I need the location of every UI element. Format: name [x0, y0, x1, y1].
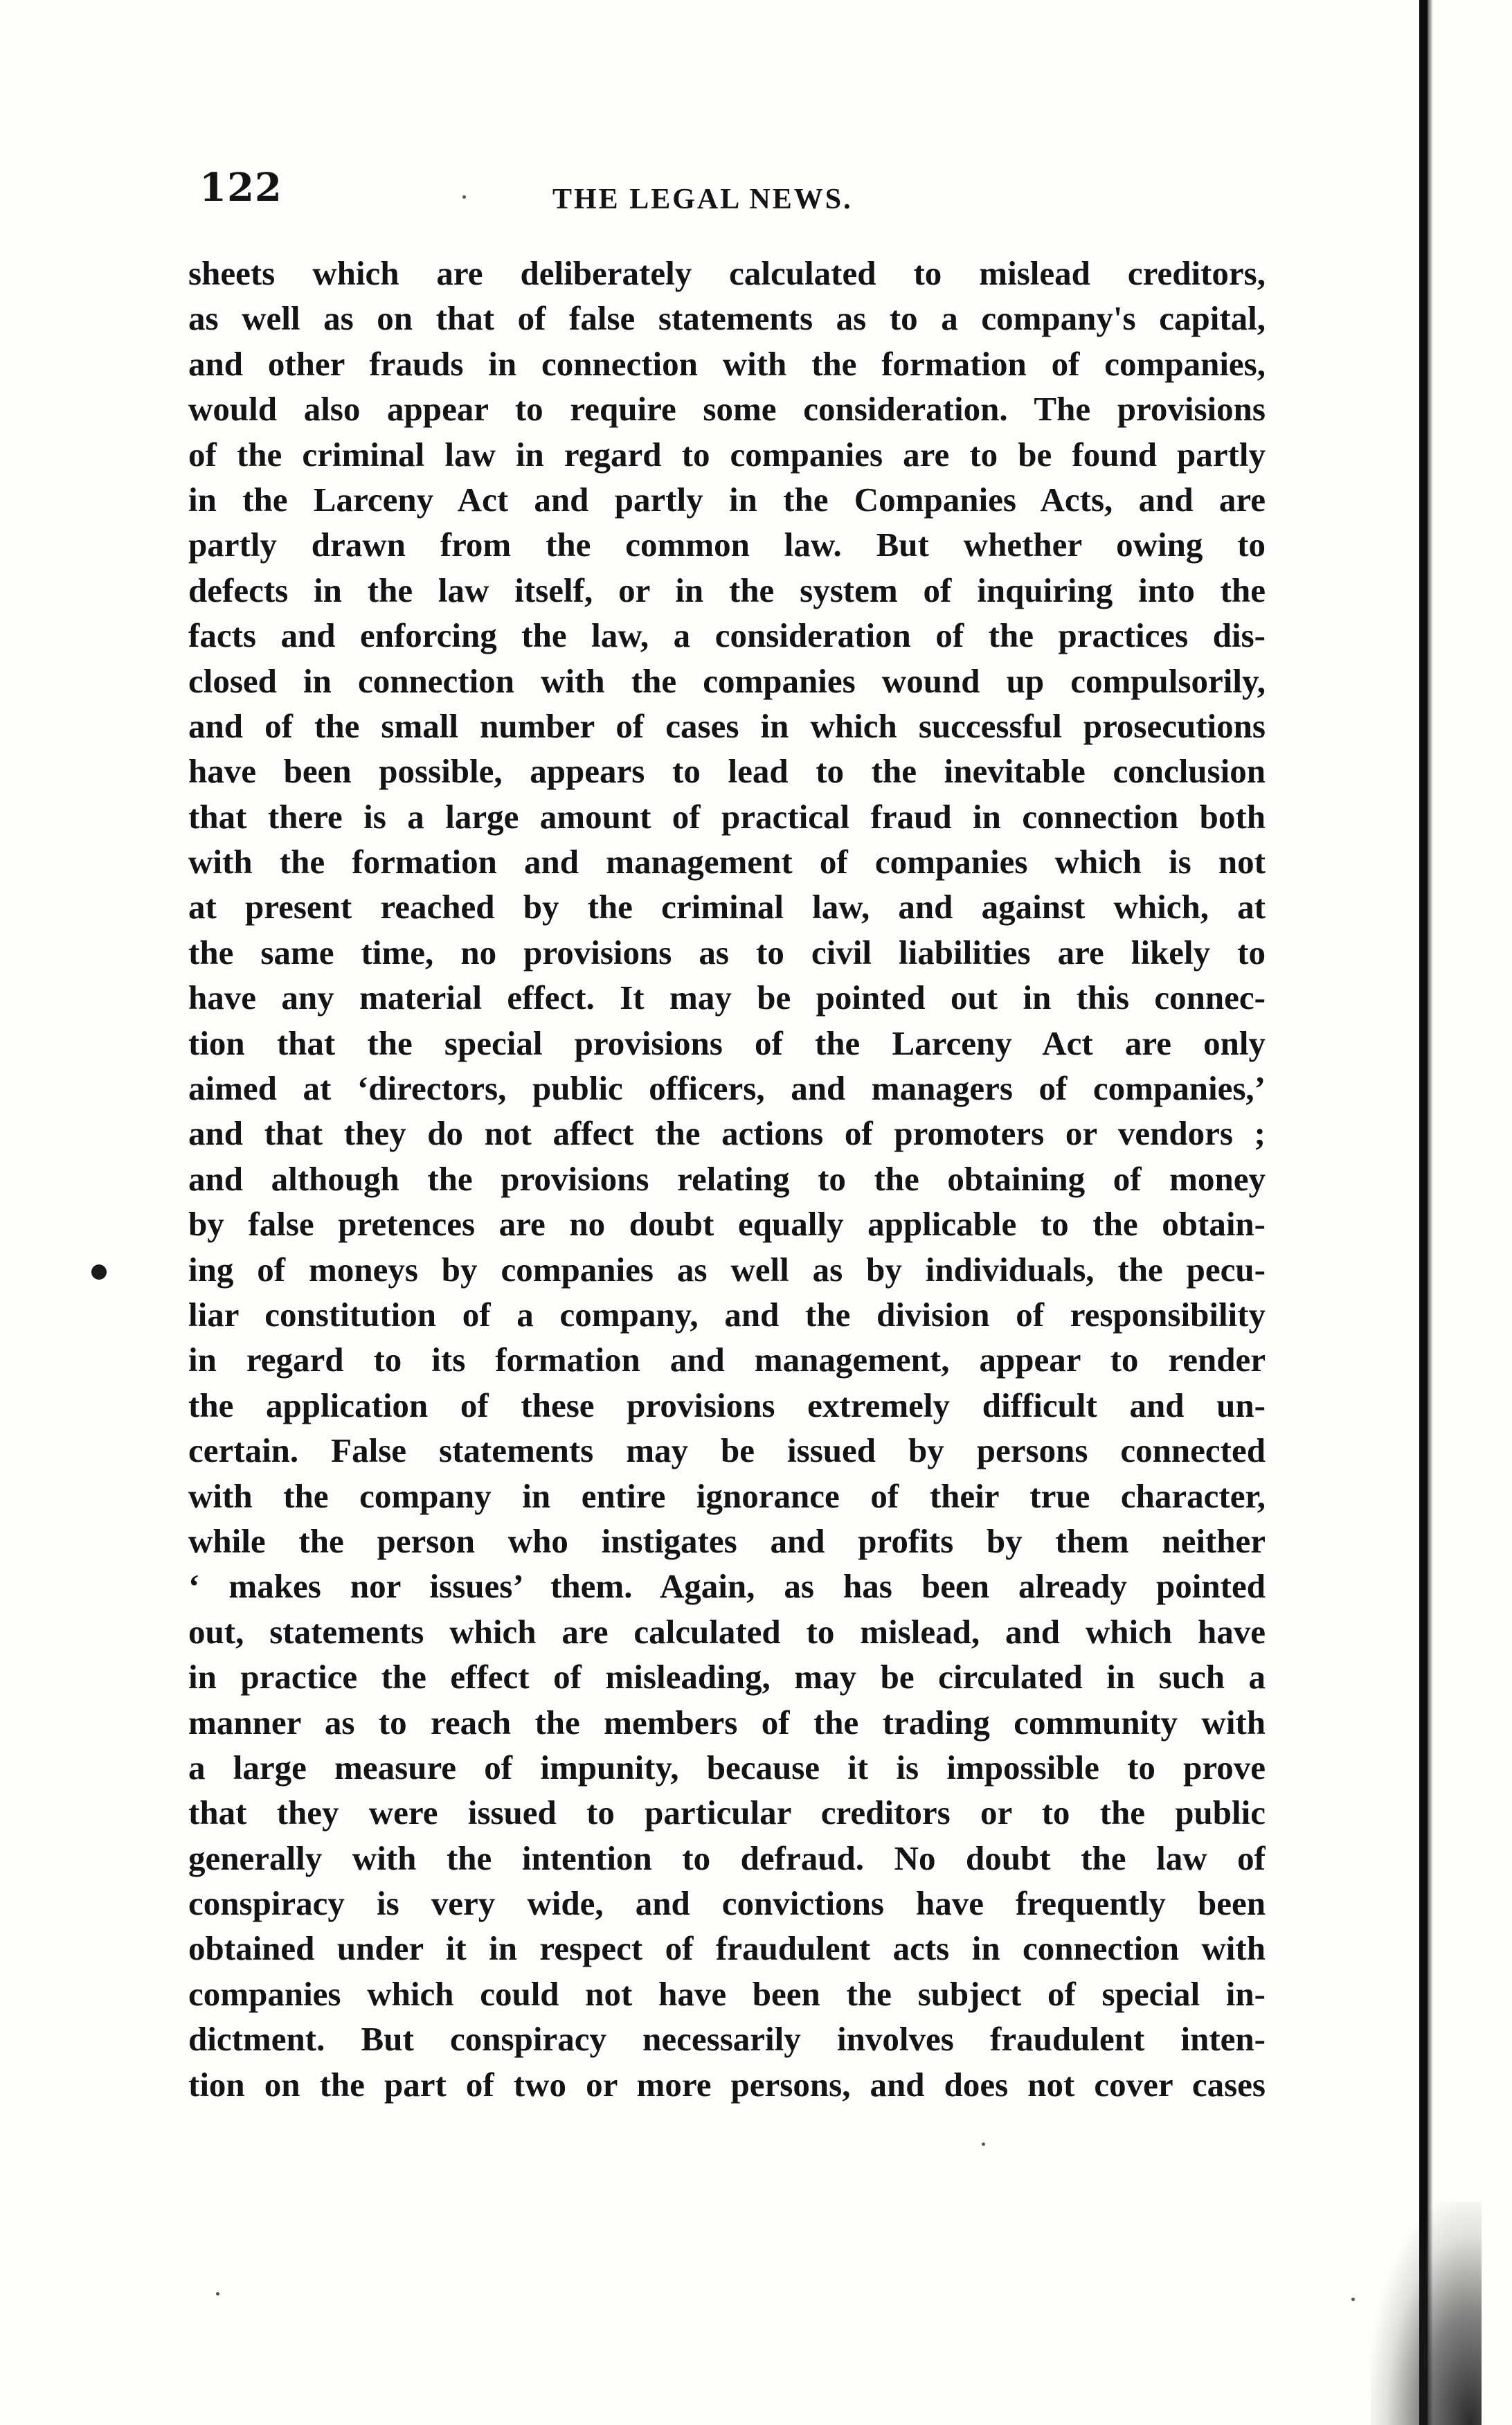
text-line: and other frauds in connection with the formation of companies,	[188, 344, 1266, 383]
text-line: ‘ makes nor issues’ them. Again, as has been already pointed	[188, 1567, 1266, 1606]
body-text	[188, 251, 1266, 2107]
text-line: the application of these provisions extremely difficult and un-	[188, 1386, 1266, 1424]
text-line: and that they do not affect the actions of promoters or vendors ;	[188, 1114, 1266, 1153]
text-line: sheets which are deliberately calculated to mislead creditors,	[188, 254, 1266, 292]
text-line: defects in the law itself, or in the system of inquiring into the	[188, 571, 1266, 609]
text-line: as well as on that of false statements as to a company's capital,	[188, 299, 1266, 338]
text-line: companies which could not have been the subject of special in-	[188, 1974, 1266, 2013]
ink-speck	[462, 195, 466, 199]
text-line: with the formation and management of companies which is not	[188, 843, 1266, 882]
text-line: ing of moneys by companies as well as by individuals, the pecu-	[188, 1250, 1266, 1289]
text-line: a large measure of impunity, because it is impossible to prove	[188, 1748, 1266, 1787]
text-line: in the Larceny Act and partly in the Companies Acts, and are	[188, 480, 1266, 519]
text-line: tion that the special provisions of the Larceny Act are only	[188, 1023, 1266, 1062]
text-line: and although the provisions relating to the obtaining of money	[188, 1159, 1266, 1198]
text-line: closed in connection with the companies wound up compulsorily,	[188, 661, 1266, 700]
text-line: tion on the part of two or more persons, and does not cover cases	[188, 2065, 1266, 2104]
text-line: aimed at ‘directors, public officers, and managers of companies,’	[188, 1069, 1266, 1108]
ink-speck	[216, 2292, 219, 2296]
text-line: at present reached by the criminal law, and against which, at	[188, 888, 1266, 927]
text-line: that there is a large amount of practical fraud in connection both	[188, 797, 1266, 836]
text-line: of the criminal law in regard to companies are to be found partly	[188, 435, 1266, 474]
text-line: generally with the intention to defraud. No doubt the law of	[188, 1838, 1266, 1877]
text-line: the same time, no provisions as to civil liabilities are likely to	[188, 933, 1266, 972]
page-header	[199, 165, 1259, 227]
binding-shadow	[1428, 0, 1433, 2425]
text-line: in practice the effect of misleading, may be circulated in such a	[188, 1658, 1266, 1697]
text-line: out, statements which are calculated to mislead, and which have	[188, 1612, 1266, 1651]
text-line: by false pretences are no doubt equally applicable to the obtain-	[188, 1205, 1266, 1244]
text-line: and of the small number of cases in which successful prosecutions	[188, 706, 1266, 745]
text-line: facts and enforcing the law, a consideration of the practices dis-	[188, 616, 1266, 655]
binding-line	[1419, 0, 1428, 2425]
text-line: in regard to its formation and management, appear to render	[188, 1341, 1266, 1379]
page-number: 122	[199, 165, 282, 211]
ink-speck	[982, 2142, 985, 2146]
text-line: dictment. But conspiracy necessarily involves fraudulent inten-	[188, 2020, 1266, 2059]
text-line: that they were issued to particular creditors or to the public	[188, 1793, 1266, 1832]
text-line: obtained under it in respect of fraudulent acts in connection with	[188, 1929, 1266, 1968]
running-head: THE LEGAL NEWS.	[552, 184, 853, 215]
text-line: certain. False statements may be issued by persons connected	[188, 1431, 1266, 1470]
binding-fray	[1371, 2202, 1482, 2425]
text-line: conspiracy is very wide, and convictions have frequently been	[188, 1884, 1266, 1923]
text-line: would also appear to require some consideration. The provisions	[188, 390, 1266, 429]
ink-speck	[1351, 2298, 1355, 2301]
text-line: have any material effect. It may be pointed out in this connec-	[188, 978, 1266, 1017]
text-line: manner as to reach the members of the trading community with	[188, 1703, 1266, 1742]
ink-dot-mark	[91, 1264, 107, 1280]
text-line: have been possible, appears to lead to the inevitable conclusion	[188, 752, 1266, 791]
text-line: partly drawn from the common law. But whether owing to	[188, 526, 1266, 564]
text-line: with the company in entire ignorance of their true character,	[188, 1476, 1266, 1515]
text-line: liar constitution of a company, and the division of responsibility	[188, 1295, 1266, 1334]
text-line: while the person who instigates and profits by them neither	[188, 1521, 1266, 1560]
